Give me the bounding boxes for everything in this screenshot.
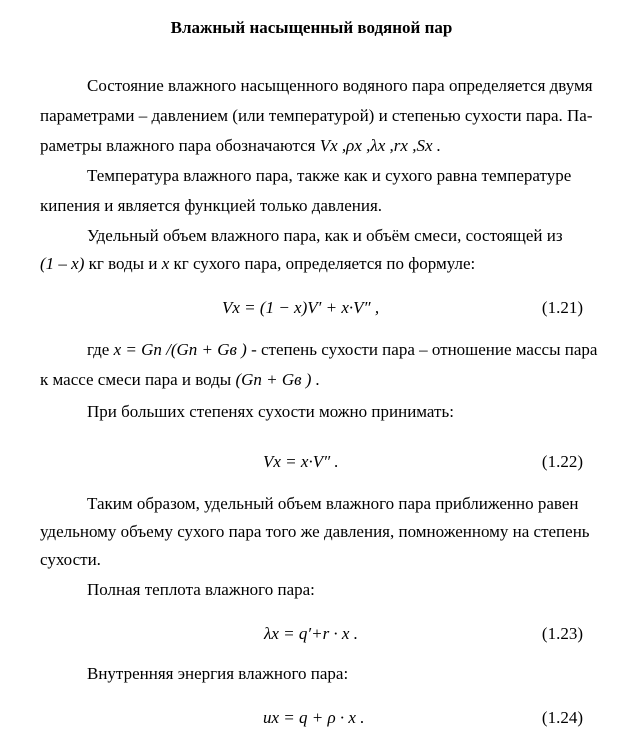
paragraph-6-line-3: сухости. (40, 550, 101, 569)
parameters-math-rest: x ,ρx ,λx ,rx ,Sx . (330, 136, 441, 155)
paragraph-4-line-2 (40, 370, 320, 390)
paragraph-3-line-2 (40, 254, 475, 274)
paragraph-4-line-1-text: - степень сухости пара – отношение массы пара (251, 340, 598, 359)
paragraph-3-line-2-rest: кг сухого пара, определяется по формуле: (173, 254, 476, 273)
equation-1-22-number: (1.22) (541, 452, 583, 471)
paragraph-1-line-2: параметрами – давлением (или температурой) и степенью сухости пара. Па- (40, 106, 593, 125)
equation-1-23-number: (1.23) (541, 624, 583, 643)
paragraph-3-line-1: Удельный объем влажного пара, как и объём смеси, состоящей из (87, 226, 563, 245)
equation-1-24: ux = q + ρ · x . (263, 708, 365, 727)
paragraph-4-line-2-text: к массе смеси пара и воды (40, 370, 232, 389)
paragraph-2-line-2: кипения и является функцией только давления. (40, 196, 383, 215)
equation-1-24-number: (1.24) (541, 708, 583, 727)
paragraph-8: Внутренняя энергия влажного пара: (87, 664, 349, 683)
equation-1-22: Vx = x·V″ . (263, 452, 339, 471)
paragraph-1-line-3-text: раметры влажного пара обозначаются (40, 136, 316, 155)
parameters-math (320, 136, 441, 155)
parameters-math-v: V (319, 136, 331, 155)
dryness-definition-math: x = Gп /(Gп + Gв ) (113, 340, 247, 359)
equation-1-21: Vx = (1 − x)V′ + x·V″ , (222, 298, 380, 317)
water-fraction-math: (1 – x) (40, 254, 85, 273)
paragraph-6-line-2: удельному объему сухого пара того же давления, помноженному на степень (40, 522, 590, 541)
paragraph-7: Полная теплота влажного пара: (87, 580, 315, 599)
paragraph-1-line-1: Состояние влажного насыщенного водяного пара определяется двумя (87, 76, 593, 95)
document-title: Влажный насыщенный водяной пар (170, 18, 453, 37)
mixture-mass-math: (Gп + Gв ) . (235, 370, 320, 389)
equation-1-23: λx = q′+r · x . (264, 624, 358, 643)
paragraph-4-line-1 (87, 340, 597, 360)
paragraph-1-line-3 (40, 136, 441, 156)
paragraph-4-prefix: где (87, 340, 110, 359)
paragraph-2-line-1: Температура влажного пара, также как и сухого равна температуре (87, 166, 572, 185)
paragraph-3-line-2-text: кг воды и (88, 254, 158, 273)
paragraph-6-line-1: Таким образом, удельный объем влажного пара приближенно равен (87, 494, 579, 513)
equation-1-21-number: (1.21) (541, 298, 583, 317)
paragraph-5: При больших степенях сухости можно принимать: (87, 402, 454, 421)
dryness-math: x (161, 254, 170, 273)
